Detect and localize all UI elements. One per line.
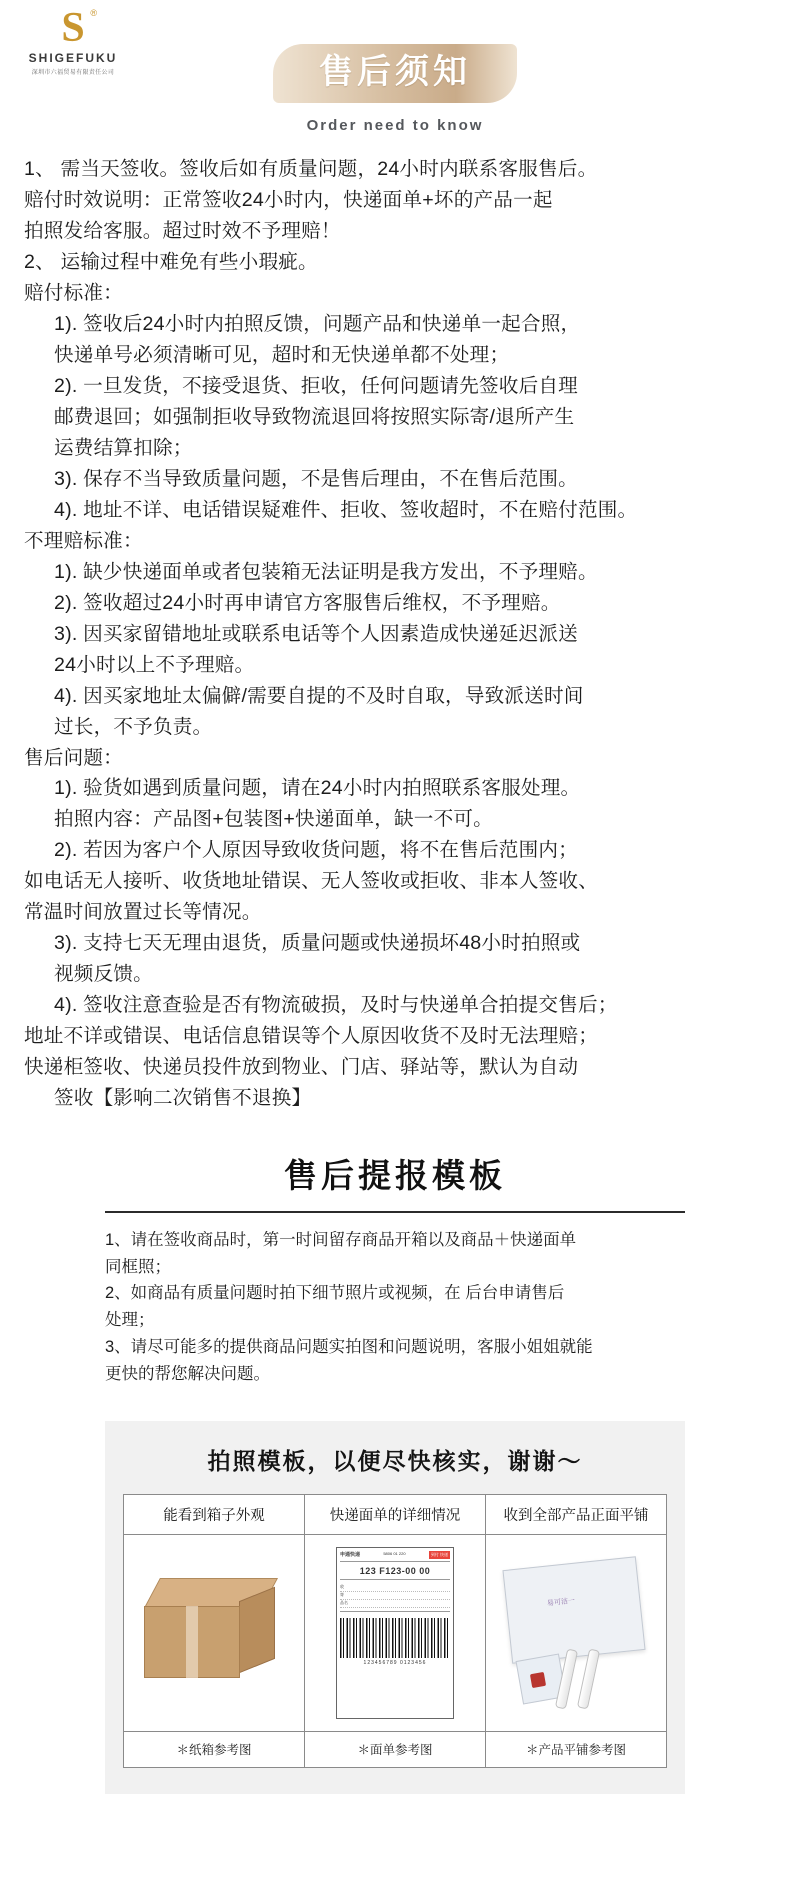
notice-line: 拍照发给客服。超过时效不予理赔！	[24, 220, 341, 243]
photo-cell-flatlay	[486, 1495, 666, 1767]
template-instruction-line: 处理；	[105, 1311, 155, 1330]
notice-line: 地址不详或错误、电话信息错误等个人原因收货不及时无法理赔；	[24, 1025, 599, 1048]
notice-line: 运费结算扣除；	[54, 436, 193, 459]
product-flatlay-icon	[501, 1553, 651, 1713]
photo-cell-image	[305, 1535, 485, 1731]
notice-line: 如电话无人接听、收货地址错误、无人签收或拒收、非本人签收、	[24, 870, 599, 893]
notice-line: 邮费退回；如强制拒收导致物流退回将按照实际寄/退所产生	[54, 406, 575, 429]
notice-line: 1). 签收后24小时内拍照反馈，问题产品和快递单一起合照，	[54, 313, 581, 336]
waybill-row-item: 品名	[340, 1600, 450, 1608]
photo-cell-caption: ＊面单参考图	[305, 1731, 485, 1767]
notice-line: 1). 缺少快递面单或者包装箱无法证明是我方发出，不予理赔。	[54, 560, 598, 583]
notice-line: 3). 支持七天无理由退货，质量问题或快递损坏48小时拍照或	[54, 932, 581, 955]
photo-cell-carton	[124, 1495, 305, 1767]
notice-line: 1). 验货如遇到质量问题，请在24小时内拍照联系客服处理。	[54, 777, 581, 800]
brand-name: SHIGEFUKU	[28, 51, 118, 65]
brand-logo	[18, 6, 128, 76]
logo-letter: S	[61, 5, 85, 51]
photo-cell-title: 能看到箱子外观	[124, 1495, 304, 1535]
waybill-label-icon	[336, 1547, 454, 1719]
page-subtitle: Order need to know	[306, 117, 484, 135]
notice-line: 赔付标准：	[24, 282, 123, 305]
photo-card-heading: 拍照模板，以便尽快核实，谢谢～	[207, 1448, 583, 1475]
notice-line: 2、 运输过程中难免有些小瑕疵。	[24, 251, 318, 274]
notice-line: 4). 地址不详、电话错误疑难件、拒收、签收超时，不在赔付范围。	[54, 498, 638, 521]
notice-line: 视频反馈。	[54, 963, 153, 986]
waybill-row-receiver: 收	[340, 1584, 450, 1592]
template-instruction-line: 更快的帮您解决问题。	[105, 1364, 270, 1383]
notice-line: 快递单号必须清晰可见，超时和无快递单都不处理；	[54, 344, 510, 367]
notice-line: 常温时间放置过长等情况。	[24, 901, 262, 924]
photo-cell-caption: ＊纸箱参考图	[124, 1731, 304, 1767]
notice-line: 4). 签收注意查验是否有物流破损，及时与快递单合拍提交售后；	[54, 994, 618, 1017]
photo-cell-waybill	[305, 1495, 486, 1767]
page-title: 售后须知	[319, 54, 471, 91]
photo-cell-title: 快递面单的详细情况	[305, 1495, 485, 1535]
template-instruction-line: 1、请在签收商品时，第一时间留存商品开箱以及商品＋快递面单	[105, 1230, 577, 1249]
notice-line: 24小时以上不予理赔。	[54, 653, 255, 676]
notice-line: 拍照内容：产品图+包装图+快递面单，缺一不可。	[54, 808, 493, 831]
flatlay-brand-text: 易可洁一	[546, 1597, 576, 1608]
notice-line: 4). 因买家地址太偏僻/需要自提的不及时自取，导致派送时间	[54, 684, 584, 707]
notice-line: 过长，不予负责。	[54, 715, 213, 738]
photo-cell-image	[486, 1535, 666, 1731]
photo-template-grid	[123, 1494, 667, 1768]
template-instruction-line: 同框照；	[105, 1257, 171, 1276]
notice-line: 2). 若因为客户个人原因导致收货问题，将不在售后范围内；	[54, 839, 578, 862]
waybill-code-top: 5806 01 220	[383, 1551, 406, 1557]
photo-cell-image	[124, 1535, 304, 1731]
notice-line: 2). 签收超过24小时再申请官方客服售后维权，不予理赔。	[54, 591, 561, 614]
notice-line: 快递柜签收、快递员投件放到物业、门店、驿站等，默认为自动	[24, 1056, 579, 1079]
photo-cell-caption: ＊产品平铺参考图	[486, 1731, 666, 1767]
waybill-code: 123 F123-00 00	[340, 1566, 450, 1580]
notice-line: 3). 因买家留错地址或联系电话等个人因素造成快递延迟派送	[54, 622, 578, 645]
waybill-rows	[340, 1584, 450, 1611]
notice-line: 3). 保存不当导致质量问题，不是售后理由，不在售后范围。	[54, 467, 578, 490]
divider	[105, 1211, 685, 1213]
notice-line: 赔付时效说明：正常签收24小时内，快递面单+坏的产品一起	[24, 189, 553, 212]
notice-line: 2). 一旦发货，不接受退货、拒收，任何问题请先签收后自理	[54, 375, 578, 398]
title-banner	[273, 44, 517, 103]
notice-line: 1、 需当天签收。签收后如有质量问题，24小时内联系客服售后。	[24, 158, 598, 181]
waybill-badge: 到付 快递	[430, 1552, 448, 1558]
notice-line: 签收【影响二次销售不退换】	[54, 1086, 312, 1109]
template-section-title: 售后提报模板	[284, 1158, 506, 1195]
template-instruction-line: 2、如商品有质量问题时拍下细节照片或视频，在 后台申请售后	[105, 1284, 565, 1303]
waybill-row-sender: 寄	[340, 1592, 450, 1600]
barcode-icon	[340, 1618, 450, 1658]
waybill-number: 123456789 0123456	[363, 1659, 427, 1666]
company-name: 深圳市六福贸易有限责任公司	[31, 69, 115, 76]
carton-box-icon	[144, 1578, 284, 1688]
photo-template-card	[105, 1421, 685, 1794]
template-instruction-line: 3、请尽可能多的提供商品问题实拍图和问题说明，客服小姐姐就能	[105, 1337, 593, 1356]
notice-line: 不理赔标准：	[24, 529, 143, 552]
photo-cell-title: 收到全部产品正面平铺	[486, 1495, 666, 1535]
logo-mark-icon	[51, 6, 95, 50]
waybill-carrier: 申通快递	[340, 1552, 361, 1559]
notice-line: 售后问题：	[24, 746, 123, 769]
template-instructions	[105, 1227, 685, 1387]
registered-trademark-icon: ®	[90, 8, 97, 18]
after-sales-notice	[0, 134, 790, 1114]
